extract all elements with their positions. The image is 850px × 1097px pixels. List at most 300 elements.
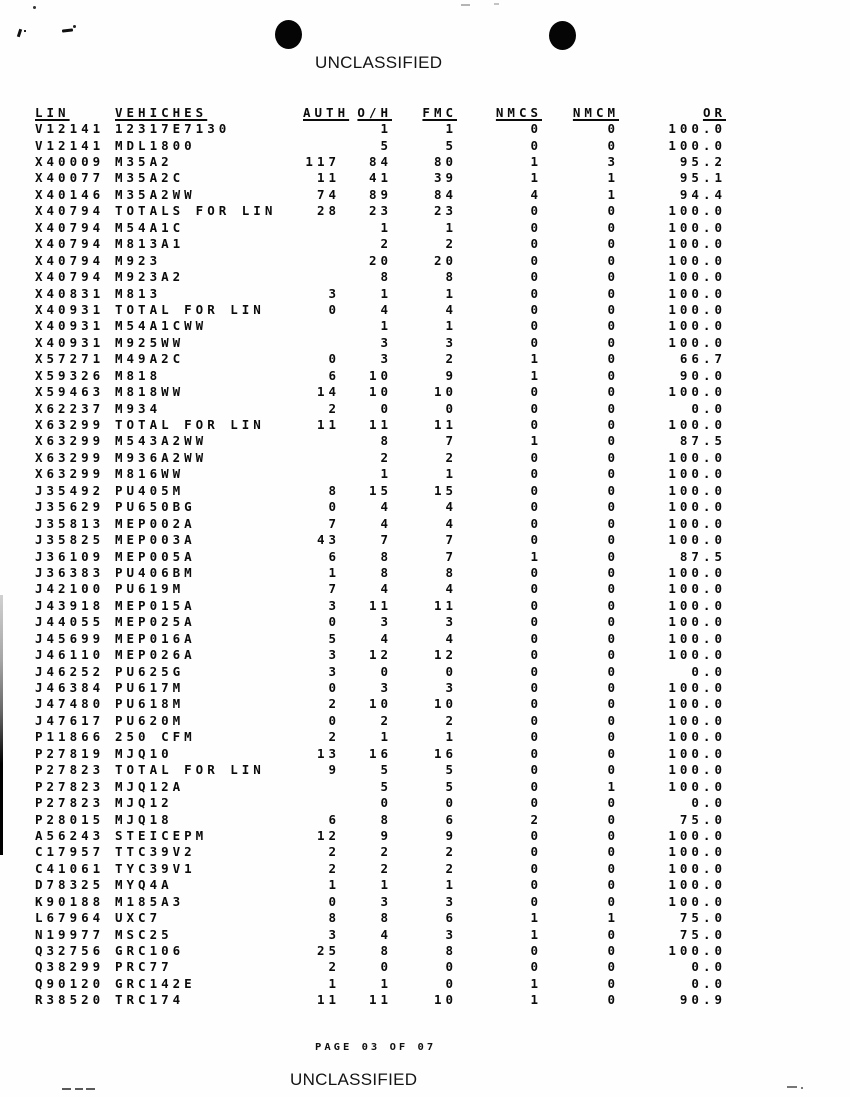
table-row — [35, 482, 726, 498]
table-cell: 2 — [328, 959, 340, 975]
table-cell: 14 — [316, 384, 340, 400]
table-cell: MEP002A — [115, 515, 196, 531]
table-cell: 0.0 — [691, 959, 726, 975]
table-cell — [303, 252, 340, 268]
table-cell: 3 — [445, 680, 457, 696]
table-cell: 4 — [445, 581, 457, 597]
table-cell: 1 — [530, 351, 542, 367]
table-cell: P27819 — [35, 745, 105, 761]
table-cell: 100.0 — [668, 844, 726, 860]
table-cell: 95.2 — [679, 154, 726, 170]
table-row — [35, 729, 726, 745]
table-cell: 3 — [607, 154, 619, 170]
table-cell: 0 — [530, 301, 542, 317]
table-cell: 0 — [530, 959, 542, 975]
table-cell: 100.0 — [668, 236, 726, 252]
table-cell: 117 — [305, 154, 340, 170]
table-row — [35, 909, 726, 925]
table-cell: 90.0 — [679, 367, 726, 383]
table-cell: 4 — [380, 926, 392, 942]
table-cell: PU620M — [115, 712, 185, 728]
table-row — [35, 137, 726, 153]
table-cell: 100.0 — [668, 614, 726, 630]
table-cell: 0 — [607, 548, 619, 564]
table-cell: M35A2 — [115, 154, 173, 170]
table-cell: 90.9 — [679, 992, 726, 1008]
table-cell: 0 — [530, 236, 542, 252]
table-cell: 3 — [445, 893, 457, 909]
table-row — [35, 153, 726, 169]
table-cell: 0 — [530, 515, 542, 531]
table-cell: 0 — [530, 696, 542, 712]
table-cell: 3 — [380, 351, 392, 367]
table-cell: 0 — [530, 663, 542, 679]
table-cell: 87.5 — [679, 433, 726, 449]
table-cell: 0 — [607, 614, 619, 630]
punch-hole-left-icon — [275, 20, 302, 49]
table-cell: M925WW — [115, 334, 185, 350]
table-cell: MEP025A — [115, 614, 196, 630]
table-cell: 4 — [380, 515, 392, 531]
table-cell: 23 — [433, 203, 457, 219]
table-cell: 0 — [380, 795, 392, 811]
table-cell: TOTAL FOR LIN — [115, 762, 265, 778]
table-cell: MJQ10 — [115, 745, 173, 761]
classification-footer: UNCLASSIFIED — [290, 1070, 418, 1089]
table-cell: 6 — [328, 367, 340, 383]
table-cell: 100.0 — [668, 778, 726, 794]
table-cell: J35813 — [35, 515, 105, 531]
table-cell: 100.0 — [668, 581, 726, 597]
table-cell: 0 — [607, 893, 619, 909]
table-cell — [303, 778, 340, 794]
table-cell: X62237 — [35, 400, 105, 416]
table-cell: 0 — [530, 400, 542, 416]
table-cell: 2 — [380, 860, 392, 876]
table-cell: 1 — [445, 285, 457, 301]
table-cell: 80 — [433, 154, 457, 170]
table-cell: 100.0 — [668, 729, 726, 745]
table-cell: MEP015A — [115, 597, 196, 613]
table-cell: 11 — [433, 597, 457, 613]
table-cell — [303, 268, 340, 284]
table-cell: TOTAL FOR LIN — [115, 417, 265, 433]
table-cell: MEP026A — [115, 647, 196, 663]
table-cell: 0 — [328, 351, 340, 367]
table-cell: 0 — [607, 696, 619, 712]
table-cell: 0 — [530, 252, 542, 268]
table-cell: M543A2WW — [115, 433, 208, 449]
table-cell: 7 — [328, 515, 340, 531]
table-row — [35, 120, 726, 136]
table-cell: 1 — [530, 975, 542, 991]
table-cell: 100.0 — [668, 334, 726, 350]
table-cell: 75.0 — [679, 910, 726, 926]
table-cell: 0 — [530, 745, 542, 761]
table-cell: 11 — [433, 417, 457, 433]
scan-artifact-dash — [62, 1088, 71, 1090]
table-cell: 5 — [445, 762, 457, 778]
table-cell: 0.0 — [691, 975, 726, 991]
table-cell: X57271 — [35, 351, 105, 367]
table-cell — [303, 236, 340, 252]
table-cell: 1 — [530, 154, 542, 170]
table-cell: 100.0 — [668, 515, 726, 531]
table-cell: 1 — [380, 729, 392, 745]
table-cell: 0 — [530, 417, 542, 433]
table-cell: 100.0 — [668, 121, 726, 137]
table-row — [35, 827, 726, 843]
table-cell: 1 — [530, 170, 542, 186]
table-cell: 0 — [530, 466, 542, 482]
table-cell: PU406BM — [115, 564, 196, 580]
table-cell: 0 — [607, 564, 619, 580]
table-cell: X40831 — [35, 285, 105, 301]
table-cell: 0 — [380, 959, 392, 975]
table-cell: 100.0 — [668, 893, 726, 909]
table-cell: 0 — [530, 449, 542, 465]
table-cell: 0 — [607, 926, 619, 942]
table-cell: 0 — [607, 334, 619, 350]
table-cell: MSC25 — [115, 926, 173, 942]
table-cell: 0 — [607, 811, 619, 827]
table-cell: X40794 — [35, 219, 105, 235]
table-cell: 0 — [328, 893, 340, 909]
table-cell: 0 — [607, 351, 619, 367]
table-row — [35, 301, 726, 317]
table-cell: 4 — [445, 499, 457, 515]
table-cell: J46110 — [35, 647, 105, 663]
table-cell: 0 — [607, 285, 619, 301]
table-cell: 100.0 — [668, 417, 726, 433]
table-cell: 0 — [530, 318, 542, 334]
table-cell: 2 — [445, 860, 457, 876]
table-cell: 4 — [380, 581, 392, 597]
table-cell — [303, 318, 340, 334]
table-cell: M934 — [115, 400, 162, 416]
table-cell: X40931 — [35, 334, 105, 350]
equipment-readiness-table — [35, 104, 726, 1008]
table-cell: 1 — [530, 433, 542, 449]
table-cell: P28015 — [35, 811, 105, 827]
table-cell: 0 — [607, 137, 619, 153]
table-cell: X40009 — [35, 154, 105, 170]
table-cell: 28 — [316, 203, 340, 219]
table-cell: N19977 — [35, 926, 105, 942]
table-cell: 39 — [433, 170, 457, 186]
table-cell: 0 — [607, 367, 619, 383]
table-cell: 16 — [433, 745, 457, 761]
table-cell: 10 — [368, 696, 392, 712]
table-cell: 0 — [607, 219, 619, 235]
table-cell: 12317E7130 — [115, 121, 231, 137]
table-cell: 100.0 — [668, 384, 726, 400]
table-cell: 75.0 — [679, 811, 726, 827]
table-row — [35, 219, 726, 235]
table-cell: X59463 — [35, 384, 105, 400]
table-cell: 3 — [328, 647, 340, 663]
table-cell: J35825 — [35, 532, 105, 548]
table-cell: 5 — [380, 137, 392, 153]
table-cell: 0 — [380, 400, 392, 416]
table-cell: 0.0 — [691, 663, 726, 679]
table-cell: 2 — [328, 860, 340, 876]
table-cell: 0 — [607, 729, 619, 745]
table-cell: 9 — [380, 827, 392, 843]
table-cell: 0 — [530, 203, 542, 219]
table-row — [35, 959, 726, 975]
table-cell: 0 — [530, 269, 542, 285]
table-cell: 0 — [607, 236, 619, 252]
table-cell: PU617M — [115, 680, 185, 696]
table-cell: 100.0 — [668, 466, 726, 482]
table-cell: 0 — [530, 762, 542, 778]
table-cell — [303, 334, 340, 350]
scan-artifact-dash — [86, 1088, 95, 1090]
table-cell: 0 — [530, 482, 542, 498]
table-cell: 1 — [328, 877, 340, 893]
table-cell: M816WW — [115, 466, 185, 482]
table-cell: 1 — [445, 466, 457, 482]
table-cell: 84 — [433, 186, 457, 202]
table-row — [35, 351, 726, 367]
table-cell: 1 — [445, 121, 457, 137]
table-cell: 8 — [380, 811, 392, 827]
table-cell: 0 — [607, 877, 619, 893]
table-cell: 5 — [380, 778, 392, 794]
table-cell: 0 — [607, 581, 619, 597]
table-row — [35, 860, 726, 876]
table-cell: 3 — [328, 663, 340, 679]
table-cell: 3 — [328, 597, 340, 613]
table-cell: UXC7 — [115, 910, 162, 926]
table-row — [35, 646, 726, 662]
table-cell: J35629 — [35, 499, 105, 515]
column-header-lin: LIN — [35, 104, 70, 120]
table-cell: 1 — [530, 548, 542, 564]
table-cell: 0 — [607, 827, 619, 843]
table-cell: C41061 — [35, 860, 105, 876]
table-cell: 100.0 — [668, 827, 726, 843]
table-cell: 1 — [607, 170, 619, 186]
table-cell: Q38299 — [35, 959, 105, 975]
table-row — [35, 170, 726, 186]
table-cell: 100.0 — [668, 647, 726, 663]
table-cell: 1 — [530, 926, 542, 942]
table-cell: 20 — [433, 252, 457, 268]
table-cell: 0 — [530, 827, 542, 843]
table-cell: 1 — [328, 975, 340, 991]
table-cell: 95.1 — [679, 170, 726, 186]
table-cell: 11 — [368, 597, 392, 613]
table-cell: 0 — [328, 499, 340, 515]
table-cell: 5 — [380, 762, 392, 778]
table-cell — [303, 120, 340, 136]
table-cell: 0 — [607, 466, 619, 482]
table-cell: 6 — [445, 811, 457, 827]
table-cell: 2 — [445, 844, 457, 860]
table-cell: 100.0 — [668, 482, 726, 498]
table-cell: X40794 — [35, 203, 105, 219]
table-cell: M54A1C — [115, 219, 185, 235]
table-cell: J35492 — [35, 482, 105, 498]
table-cell: J45699 — [35, 630, 105, 646]
table-cell: 0 — [328, 712, 340, 728]
table-cell: 12 — [316, 827, 340, 843]
table-cell: 2 — [328, 400, 340, 416]
table-cell: TYC39V1 — [115, 860, 196, 876]
table-cell: 8 — [445, 943, 457, 959]
table-cell: 0 — [607, 663, 619, 679]
table-row — [35, 449, 726, 465]
table-cell: 0 — [328, 680, 340, 696]
table-cell: V12141 — [35, 121, 105, 137]
table-cell: 0 — [607, 647, 619, 663]
table-cell: J47617 — [35, 712, 105, 728]
table-cell: 1 — [380, 466, 392, 482]
table-cell: PU618M — [115, 696, 185, 712]
table-cell: 0 — [607, 269, 619, 285]
table-cell: 0 — [607, 795, 619, 811]
table-cell: 100.0 — [668, 285, 726, 301]
table-row — [35, 515, 726, 531]
table-cell: 11 — [316, 992, 340, 1008]
table-cell — [303, 433, 340, 449]
table-cell: 100.0 — [668, 680, 726, 696]
table-cell: X63299 — [35, 433, 105, 449]
table-cell: 10 — [368, 367, 392, 383]
scan-artifact-speck — [33, 6, 36, 9]
table-cell: 0 — [445, 959, 457, 975]
table-cell: 0 — [607, 597, 619, 613]
table-cell: 87.5 — [679, 548, 726, 564]
table-cell: 0 — [607, 959, 619, 975]
table-cell: 7 — [380, 532, 392, 548]
table-row — [35, 811, 726, 827]
table-cell: 10 — [433, 696, 457, 712]
table-cell: 1 — [380, 877, 392, 893]
table-cell: 0 — [607, 499, 619, 515]
table-row — [35, 926, 726, 942]
table-cell: PU405M — [115, 482, 185, 498]
table-cell: 4 — [380, 301, 392, 317]
table-cell: PU619M — [115, 581, 185, 597]
scan-artifact-pen-mark — [17, 29, 22, 38]
table-cell: MJQ12A — [115, 778, 185, 794]
table-cell: L67964 — [35, 910, 105, 926]
table-row — [35, 285, 726, 301]
table-cell: J42100 — [35, 581, 105, 597]
table-cell: 0 — [530, 860, 542, 876]
table-cell: X40931 — [35, 301, 105, 317]
table-row — [35, 762, 726, 778]
table-cell: J46252 — [35, 663, 105, 679]
table-row — [35, 383, 726, 399]
table-cell: 7 — [328, 581, 340, 597]
table-cell: 0 — [530, 893, 542, 909]
table-cell: 0 — [607, 860, 619, 876]
table-cell: 1 — [380, 121, 392, 137]
table-cell: 8 — [380, 433, 392, 449]
table-cell: 4 — [445, 301, 457, 317]
table-row — [35, 712, 726, 728]
table-cell: 10 — [368, 384, 392, 400]
scan-artifact-speck — [73, 25, 76, 28]
table-cell: 1 — [380, 975, 392, 991]
table-cell: 5 — [328, 630, 340, 646]
table-cell: 10 — [433, 992, 457, 1008]
table-cell: 5 — [445, 137, 457, 153]
table-cell: 0 — [530, 121, 542, 137]
table-cell: 1 — [380, 318, 392, 334]
table-cell: 0 — [607, 975, 619, 991]
table-cell: 100.0 — [668, 564, 726, 580]
table-cell: 0.0 — [691, 795, 726, 811]
table-cell: 25 — [316, 943, 340, 959]
table-cell: 0 — [530, 647, 542, 663]
table-cell: 43 — [316, 532, 340, 548]
table-cell: 0 — [530, 795, 542, 811]
table-cell: 100.0 — [668, 943, 726, 959]
table-cell: P27823 — [35, 778, 105, 794]
table-cell: 2 — [380, 449, 392, 465]
table-row — [35, 252, 726, 268]
table-cell: 0 — [607, 433, 619, 449]
table-cell: 0 — [607, 449, 619, 465]
table-cell: 89 — [368, 186, 392, 202]
column-header-vehiches: VEHICHES — [115, 104, 208, 120]
table-cell: TOTAL FOR LIN — [115, 301, 265, 317]
table-cell: 1 — [607, 778, 619, 794]
table-cell: MJQ18 — [115, 811, 173, 827]
table-row — [35, 614, 726, 630]
table-cell: MEP003A — [115, 532, 196, 548]
table-row — [35, 893, 726, 909]
table-cell: Q32756 — [35, 943, 105, 959]
table-row — [35, 679, 726, 695]
table-cell: 6 — [445, 910, 457, 926]
table-cell: TOTALS FOR LIN — [115, 203, 277, 219]
table-body — [35, 120, 726, 1008]
table-row — [35, 794, 726, 810]
table-cell: X59326 — [35, 367, 105, 383]
scan-artifact-speck — [801, 1087, 803, 1089]
table-cell: 8 — [380, 564, 392, 580]
table-cell: 1 — [380, 285, 392, 301]
table-cell: 0 — [445, 400, 457, 416]
table-cell: X63299 — [35, 466, 105, 482]
table-cell: 3 — [380, 680, 392, 696]
punch-hole-right-icon — [549, 21, 576, 50]
table-cell: 0.0 — [691, 400, 726, 416]
table-cell: J44055 — [35, 614, 105, 630]
table-cell: 100.0 — [668, 449, 726, 465]
table-cell: 0 — [530, 778, 542, 794]
table-cell: C17957 — [35, 844, 105, 860]
table-cell: 15 — [368, 482, 392, 498]
table-cell — [303, 466, 340, 482]
table-cell: 1 — [530, 992, 542, 1008]
table-cell: 0 — [607, 992, 619, 1008]
table-cell: A56243 — [35, 827, 105, 843]
table-cell: 0 — [530, 334, 542, 350]
table-cell: 2 — [380, 712, 392, 728]
table-cell: 1 — [380, 219, 392, 235]
table-cell: 100.0 — [668, 860, 726, 876]
table-cell: 2 — [380, 236, 392, 252]
table-cell: M818 — [115, 367, 162, 383]
table-cell: 0 — [445, 663, 457, 679]
